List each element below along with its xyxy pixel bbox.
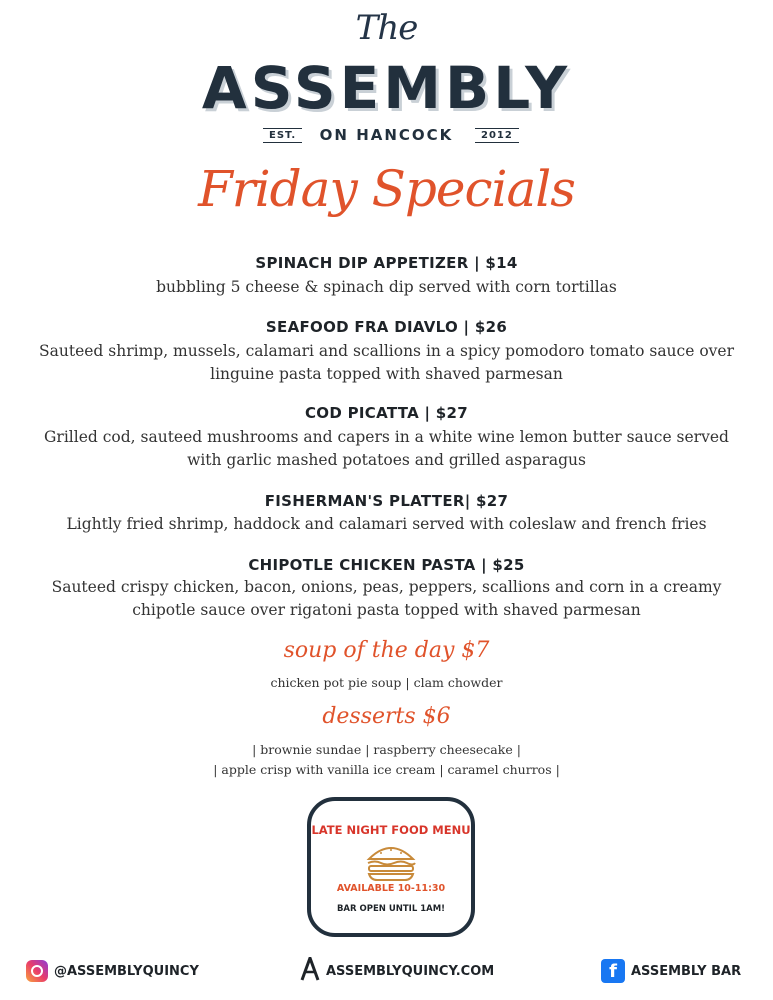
logo-the: The xyxy=(355,8,418,48)
special-desc: chipotle sauce over rigatoni pasta topped with shaved parmesan xyxy=(132,601,641,619)
special-name: SEAFOOD FRA DIAVLO | $26 xyxy=(265,318,508,336)
special-desc: Sauteed crispy chicken, bacon, onions, peas, peppers, scallions and corn in a creamy xyxy=(51,578,722,596)
special-desc: with garlic mashed potatoes and grilled asparagus xyxy=(187,451,586,469)
late-night-badge xyxy=(307,797,475,937)
late-night-title: LATE NIGHT FOOD MENU xyxy=(311,823,471,837)
special-desc: Grilled cod, sauteed mushrooms and capers in a white wine lemon butter sauce served xyxy=(44,428,729,446)
bar-hours: BAR OPEN UNTIL 1AM! xyxy=(336,904,446,914)
instagram-label: @ASSEMBLYQUINCY xyxy=(54,963,199,979)
website-label: ASSEMBLYQUINCY.COM xyxy=(326,963,495,979)
burger-icon xyxy=(365,843,417,881)
logo-year: 2012 xyxy=(475,128,519,143)
website-link[interactable] xyxy=(300,958,494,984)
desserts-line: | brownie sundae | raspberry cheesecake | xyxy=(252,742,521,757)
facebook-link[interactable] xyxy=(601,958,741,984)
logo-brand: ASSEMBLY xyxy=(201,54,572,122)
special-name: FISHERMAN'S PLATTER| $27 xyxy=(264,492,509,510)
menu-title: Friday Specials xyxy=(198,160,575,218)
logo-location: ON HANCOCK xyxy=(319,126,454,144)
facebook-label: ASSEMBLY BAR xyxy=(631,963,742,979)
soup-title: soup of the day $7 xyxy=(283,638,490,663)
special-desc: Lightly fried shrimp, haddock and calamari served with coleslaw and french fries xyxy=(66,515,707,533)
special-name: SPINACH DIP APPETIZER | $14 xyxy=(255,254,518,272)
special-desc: bubbling 5 cheese & spinach dip served with corn tortillas xyxy=(156,278,617,296)
assembly-logo-icon xyxy=(300,957,320,985)
special-desc: Sauteed shrimp, mussels, calamari and scallions in a spicy pomodoro tomato sauce over xyxy=(39,342,734,360)
facebook-icon: f xyxy=(601,959,625,983)
desserts-title: desserts $6 xyxy=(322,704,451,729)
soup-items: chicken pot pie soup | clam chowder xyxy=(270,675,503,690)
special-desc: linguine pasta topped with shaved parmesan xyxy=(210,365,563,383)
desserts-line: | apple crisp with vanilla ice cream | caramel churros | xyxy=(213,762,560,777)
instagram-handle[interactable] xyxy=(26,958,199,984)
special-name: COD PICATTA | $27 xyxy=(304,404,469,422)
logo-est: EST. xyxy=(263,128,302,143)
instagram-icon xyxy=(26,960,48,982)
special-name: CHIPOTLE CHICKEN PASTA | $25 xyxy=(248,556,525,574)
logo-subline xyxy=(0,126,773,146)
late-night-hours: AVAILABLE 10-11:30 xyxy=(336,883,446,894)
